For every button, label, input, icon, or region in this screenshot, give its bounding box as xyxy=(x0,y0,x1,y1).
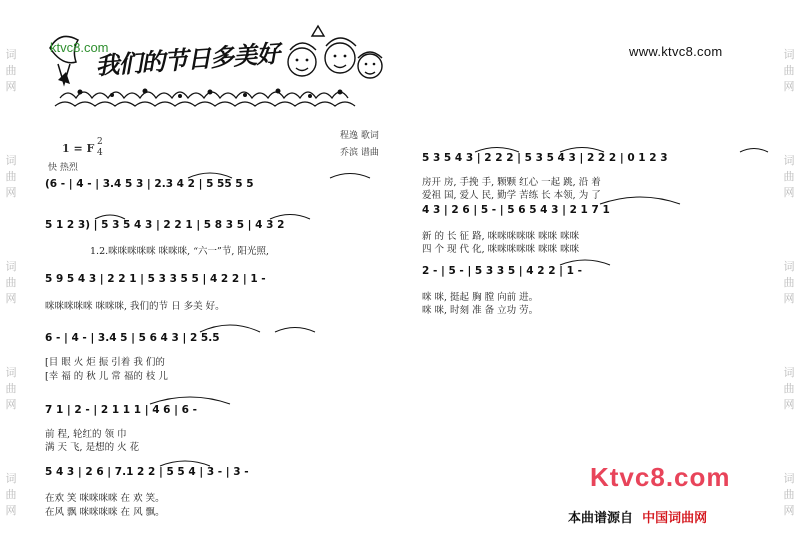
score-lyrics-row: 咪 咪, 时刻 准 备 立功 劳。 xyxy=(422,305,539,316)
watermark-char: 曲 xyxy=(5,64,17,77)
lyricist-credit: 程逸 歌词 xyxy=(340,131,379,141)
score-lyrics-row: 四 个 现 代 化, 咪咪咪咪咪 咪咪 咪咪 xyxy=(422,244,580,255)
watermark-char: 曲 xyxy=(5,382,17,395)
time-signature-bottom: 4 xyxy=(97,148,103,158)
composer-credit: 乔滨 谱曲 xyxy=(340,148,379,158)
watermark-char: 曲 xyxy=(783,382,795,395)
score-notes-row: (6 - | 4 - | 3.4 5 3 | 2.3 4 2 | 5 55 5 5 xyxy=(45,178,254,190)
watermark-char: 词 xyxy=(5,260,17,273)
right-watermark-column xyxy=(780,0,798,553)
score-lyrics-row: 咪咪咪咪咪 咪咪咪, 我们的节 日 多美 好。 xyxy=(45,301,225,312)
source-credit-site: 中国词曲网 xyxy=(642,511,708,526)
watermark-char: 曲 xyxy=(5,276,17,289)
score-lyrics-row: 新 的 长 征 路, 咪咪咪咪咪 咪咪 咪咪 xyxy=(422,231,580,242)
watermark-char: 网 xyxy=(5,398,17,411)
score-lyrics-row: [目 眼 火 炬 振 引着 我 们的 xyxy=(45,357,165,368)
site-url: www.ktvc8.com xyxy=(629,44,723,59)
watermark-char: 曲 xyxy=(783,64,795,77)
score-lyrics-row: 房开 房, 手挽 手, 颗颗 红心 一起 跳, 沿 着 xyxy=(422,177,601,188)
site-logo: Ktvc8.com xyxy=(590,462,731,492)
score-lyrics-row: 前 程, 轮红的 领 巾 xyxy=(45,429,127,440)
watermark-char: 网 xyxy=(783,292,795,305)
watermark-char: 网 xyxy=(783,80,795,93)
source-credit xyxy=(568,507,707,526)
song-title: 我们的节日多美好 xyxy=(94,38,280,81)
score-lyrics-row: 1.2.咪咪咪咪咪 咪咪咪, “六一”节, 阳光照, xyxy=(90,246,269,257)
watermark-char: 网 xyxy=(783,398,795,411)
score-notes-row: 2 - | 5 - | 5 3 3 5 | 4 2 2 | 1 - xyxy=(422,265,582,277)
watermark-char: 曲 xyxy=(783,488,795,501)
watermark-char: 词 xyxy=(783,366,795,379)
score-lyrics-row: 满 天 飞, 是想的 火 花 xyxy=(45,442,140,453)
watermark-char: 词 xyxy=(783,472,795,485)
watermark-char: 网 xyxy=(5,504,17,517)
score-notes-row: 4 3 | 2 6 | 5 - | 5 6 5 4 3 | 2 1 7 1 xyxy=(422,204,610,216)
watermark-char: 词 xyxy=(5,48,17,61)
tempo-marking: 快 热烈 xyxy=(48,163,78,173)
source-credit-label: 本曲谱源自 xyxy=(568,511,634,526)
score-notes-row: 5 1 2 3) | 5 3 5 4 3 | 2 2 1 | 5 8 3 5 | 4 3 2 xyxy=(45,219,285,231)
watermark-char: 词 xyxy=(5,154,17,167)
watermark-char: 词 xyxy=(5,366,17,379)
key-signature: 1 = F xyxy=(62,142,95,155)
watermark-char: 网 xyxy=(783,186,795,199)
watermark-char: 词 xyxy=(783,48,795,61)
watermark-char: 网 xyxy=(5,80,17,93)
watermark-char: 词 xyxy=(783,154,795,167)
watermark-char: 词 xyxy=(5,472,17,485)
score-lyrics-row: 在风 飘 咪咪咪咪 在 风 飘。 xyxy=(45,507,165,518)
watermark-char: 网 xyxy=(783,504,795,517)
watermark-char: 网 xyxy=(5,186,17,199)
watermark-char: 词 xyxy=(783,260,795,273)
score-notes-row: 6 - | 4 - | 3.4 5 | 5 6 4 3 | 2 5.5 xyxy=(45,332,220,344)
score-lyrics-row: 爱祖 国, 爱人 民, 勤学 苦练 长 本领, 为 了 xyxy=(422,190,601,201)
score-lyrics-row: 在欢 笑 咪咪咪咪 在 欢 笑。 xyxy=(45,493,165,504)
top-watermark-text: ktvc8.com xyxy=(50,40,109,55)
time-signature-top: 2 xyxy=(97,137,103,147)
score-lyrics-row: 咪 咪, 挺起 胸 膛 向前 进。 xyxy=(422,292,539,303)
score-notes-row: 5 4 3 | 2 6 | 7.1 2 2 | 5 5 4 | 3 - | 3 - xyxy=(45,466,249,478)
left-watermark-column xyxy=(2,0,20,553)
score-notes-row: 5 9 5 4 3 | 2 2 1 | 5 3 3 5 5 | 4 2 2 | 1 - xyxy=(45,273,266,285)
watermark-char: 曲 xyxy=(783,276,795,289)
watermark-char: 曲 xyxy=(5,170,17,183)
score-notes-row: 7 1 | 2 - | 2 1 1 1 | 4 6 | 6 - xyxy=(45,404,197,416)
watermark-char: 曲 xyxy=(783,170,795,183)
score-notes-row: 5 3 5 4 3 | 2 2 2 | 5 3 5 4 3 | 2 2 2 | 0 1 2 3 xyxy=(422,152,668,164)
score-lyrics-row: [幸 福 的 秋 儿 常 福的 枝 儿 xyxy=(45,371,168,382)
watermark-char: 曲 xyxy=(5,488,17,501)
watermark-char: 网 xyxy=(5,292,17,305)
